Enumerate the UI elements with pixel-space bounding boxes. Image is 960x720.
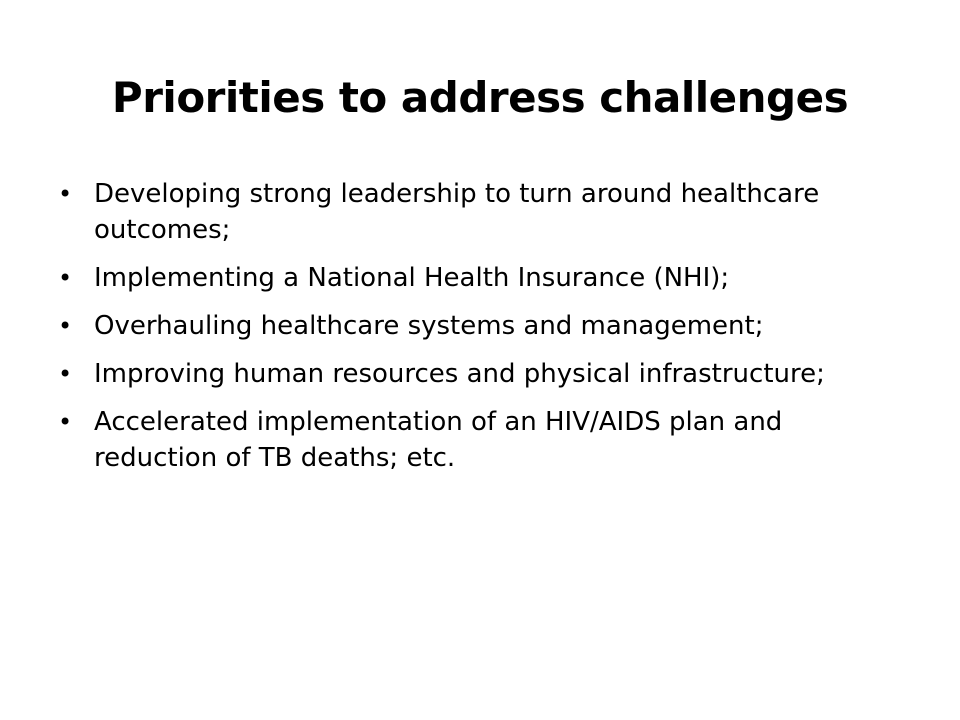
bullet-text: Implementing a National Health Insurance (NHI); bbox=[94, 263, 730, 293]
bullet-icon: • bbox=[58, 312, 73, 340]
list-item bbox=[48, 404, 912, 476]
list-item bbox=[48, 176, 912, 248]
bullet-icon: • bbox=[58, 360, 73, 388]
bullet-text: Accelerated implementation of an HIV/AIDS plan and reduction of TB deaths; etc. bbox=[94, 407, 783, 473]
bullet-text: Improving human resources and physical infrastructure; bbox=[94, 359, 825, 389]
bullet-icon: • bbox=[58, 264, 73, 292]
list-item bbox=[48, 308, 912, 344]
list-item bbox=[48, 260, 912, 296]
bullet-list bbox=[48, 176, 912, 488]
bullet-text: Overhauling healthcare systems and management; bbox=[94, 311, 764, 341]
list-item bbox=[48, 356, 912, 392]
bullet-icon: • bbox=[58, 408, 73, 436]
bullet-icon: • bbox=[58, 180, 73, 208]
bullet-text: Developing strong leadership to turn around healthcare outcomes; bbox=[94, 179, 820, 245]
slide-title: Priorities to address challenges bbox=[111, 73, 849, 122]
